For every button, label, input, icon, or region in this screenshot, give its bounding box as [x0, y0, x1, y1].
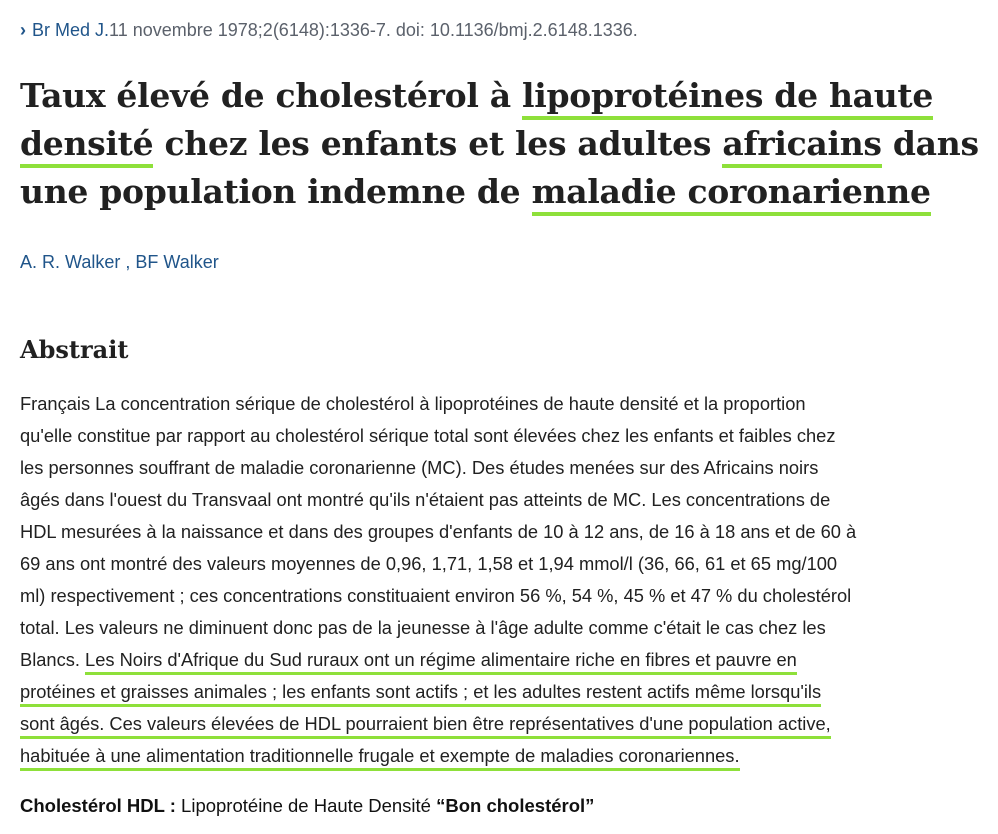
- abstract-line: qu'elle constitue par rapport au cholestérol sérique total sont élevées chez les enfants et faibles chez: [20, 425, 836, 446]
- title-highlight: africains: [722, 124, 881, 168]
- definition-nickname: “Bon cholestérol”: [436, 795, 595, 816]
- citation-details: 11 novembre 1978;2(6148):1336-7. doi: 10.1136/bmj.2.6148.1336.: [109, 20, 638, 40]
- journal-link[interactable]: Br Med J.: [32, 20, 110, 40]
- title-text: une population indemne de: [20, 172, 532, 211]
- abstract-line: les personnes souffrant de maladie coronarienne (MC). Des études menées sur des Africains noirs: [20, 457, 819, 478]
- abstract-line: [20, 740, 995, 772]
- title-highlight: maladie coronarienne: [532, 172, 931, 216]
- author-link[interactable]: BF Walker: [135, 252, 219, 272]
- abstract-heading: Abstrait: [20, 335, 129, 364]
- abstract-line: [20, 644, 995, 676]
- citation: [20, 20, 638, 41]
- abstract-underlined: sont âgés. Ces valeurs élevées de HDL pourraient bien être représentatives d'une population active,: [20, 713, 831, 739]
- abstract-line: [20, 708, 995, 740]
- abstract-underlined: protéines et graisses animales ; les enfants sont actifs ; et les adultes restent actifs même lorsqu'ils: [20, 681, 821, 707]
- abstract-line: Français La concentration sérique de cholestérol à lipoprotéines de haute densité et la proportion: [20, 393, 806, 414]
- abstract-line: HDL mesurées à la naissance et dans des groupes d'enfants de 10 à 12 ans, de 16 à 18 ans et de 60 à: [20, 521, 857, 542]
- abstract-line: [20, 676, 995, 708]
- abstract-body: [20, 388, 995, 772]
- abstract-line: ml) respectivement ; ces concentrations constituaient environ 56 %, 54 %, 45 % et 47 % du cholestérol: [20, 585, 852, 606]
- definition-text: Lipoprotéine de Haute Densité: [175, 795, 437, 816]
- authors: [20, 252, 219, 273]
- author-link[interactable]: A. R. Walker: [20, 252, 121, 272]
- abstract-text: Blancs.: [20, 649, 86, 670]
- hdl-definition: [20, 795, 594, 817]
- abstract-line: total. Les valeurs ne diminuent donc pas de la jeunesse à l'âge adulte comme c'était le cas chez les: [20, 617, 826, 638]
- title-text: chez les enfants et les adultes: [153, 124, 723, 163]
- title-highlight: densité: [20, 124, 153, 168]
- definition-term: Cholestérol HDL :: [20, 795, 176, 816]
- abstract-underlined: Les Noirs d'Afrique du Sud ruraux ont un régime alimentaire riche en fibres et pauvre en: [85, 649, 797, 675]
- title-highlight: lipoprotéines de haute: [522, 76, 933, 120]
- article-title: [20, 72, 990, 216]
- chevron-right-icon[interactable]: ›: [20, 20, 26, 40]
- author-separator: ,: [120, 252, 136, 272]
- title-text: Taux élevé de cholestérol à: [20, 76, 523, 115]
- title-text: dans: [881, 124, 979, 163]
- abstract-line: âgés dans l'ouest du Transvaal ont montré qu'ils n'étaient pas atteints de MC. Les concentrations de: [20, 489, 831, 510]
- abstract-underlined: habituée à une alimentation traditionnelle frugale et exempte de maladies coronariennes.: [20, 745, 740, 771]
- abstract-line: 69 ans ont montré des valeurs moyennes de 0,96, 1,71, 1,58 et 1,94 mmol/l (36, 66, 61 et 65 mg/100: [20, 553, 838, 574]
